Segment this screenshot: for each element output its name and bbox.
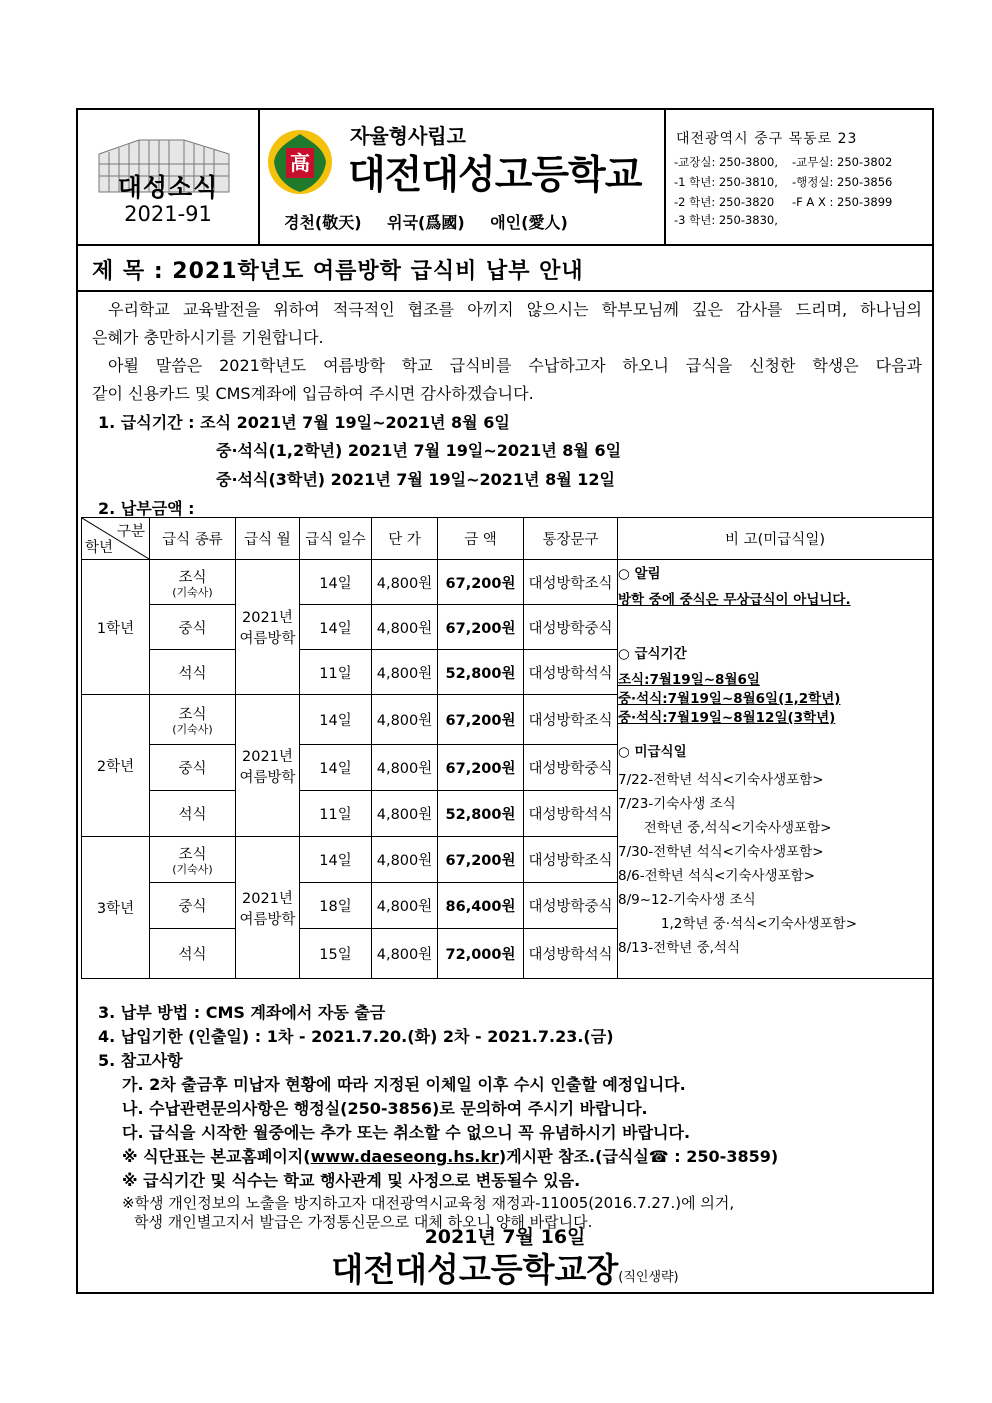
days-cell: 14일 [300, 745, 372, 791]
reference-item: 다. 급식을 시작한 월중에는 추가 또는 취소할 수 없으니 꼭 유념하시기 바랍니다. [122, 1123, 691, 1142]
header-days: 급식 일수 [300, 518, 372, 560]
month-cell: 2021년 여름방학 [236, 837, 300, 979]
privacy-note: ※학생 개인정보의 노출을 방지하고자 대전광역시교육청 재정과-11005(2016.7.27.)에 의거, [122, 1194, 735, 1212]
document-title: 제 목 : 2021학년도 여름방학 급식비 납부 안내 [92, 259, 584, 284]
missed-item: 1,2학년 중·석식<기숙사생포함> [618, 916, 858, 932]
unit-cell: 4,800원 [372, 837, 438, 883]
bank-cell: 대성방학석식 [524, 791, 618, 837]
amount-cell: 52,800원 [438, 791, 524, 837]
newsletter-name: 대성소식 [117, 173, 219, 202]
payment-deadline: 4. 납입기한 (인출일) : 1차 - 2021.7.20.(화) 2차 - 2021.7.23.(금) [98, 1027, 614, 1046]
unit-cell: 4,800원 [372, 695, 438, 745]
period-note: 중·석식:7월19일~8월12일(3학년) [618, 710, 836, 726]
reference-title: 5. 참고사항 [98, 1051, 183, 1070]
period-line: 중·석식(3학년) 2021년 7월 19일~2021년 8월 12일 [216, 470, 615, 489]
unit-cell: 4,800원 [372, 650, 438, 695]
privacy-note: 학생 개인별고지서 발급은 가정통신문으로 대체 하오니 양해 바랍니다. [134, 1213, 593, 1231]
days-cell: 14일 [300, 560, 372, 605]
notice-text: 방학 중에 중식은 무상급식이 아닙니다. [618, 592, 851, 608]
days-cell: 15일 [300, 929, 372, 979]
missed-item: 7/30-전학년 석식<기숙사생포함> [618, 844, 824, 860]
amount-cell: 52,800원 [438, 650, 524, 695]
missed-item: 7/23-기숙사생 조식 [618, 796, 736, 812]
header-month: 급식 월 [236, 518, 300, 560]
days-cell: 14일 [300, 837, 372, 883]
grade-cell: 3학년 [82, 837, 150, 979]
payment-method: 3. 납부 방법 : CMS 계좌에서 자동 출금 [98, 1003, 386, 1022]
unit-cell: 4,800원 [372, 791, 438, 837]
unit-cell: 4,800원 [372, 929, 438, 979]
document-frame [76, 108, 934, 1294]
period-line: 중·석식(1,2학년) 2021년 7월 19일~2021년 8월 6일 [216, 441, 622, 460]
bank-cell: 대성방학석식 [524, 650, 618, 695]
amount-label: 2. 납부금액 : [98, 499, 195, 518]
tel-row: -2 학년: 250-3820 -F A X : 250-3899 [674, 195, 893, 209]
homepage-link[interactable]: www.daeseong.hs.kr [310, 1147, 499, 1166]
grade-cell: 2학년 [82, 695, 150, 837]
table-header-row [82, 518, 933, 560]
days-cell: 14일 [300, 695, 372, 745]
days-cell: 18일 [300, 883, 372, 929]
bank-cell: 대성방학조식 [524, 837, 618, 883]
issue-date: 2021년 7월 16일 [424, 1226, 586, 1248]
principal-signature: 대전대성고등학교장(직인생략) [331, 1250, 679, 1289]
reference-item: 가. 2차 출금후 미납자 현황에 따라 지정된 이체일 이후 수시 인출할 예정입니다. [122, 1075, 686, 1094]
bank-cell: 대성방학중식 [524, 745, 618, 791]
menu-note: ※ 식단표는 본교홈페이지(www.daeseong.hs.kr)게시판 참조.(급식실☎ : 250-3859) [122, 1147, 779, 1166]
school-emblem-icon [266, 128, 334, 196]
notes-cell [618, 560, 933, 979]
contact-box [666, 110, 932, 244]
svg-text:高: 高 [290, 151, 310, 175]
school-address: 대전광역시 중구 목동로 23 [676, 131, 858, 147]
missed-item: 7/22-전학년 석식<기숙사생포함> [618, 772, 824, 788]
tel-row: -1 학년: 250-3810, -행정실: 250-3856 [674, 175, 893, 189]
tel-row: -교장실: 250-3800, -교무실: 250-3802 [674, 155, 893, 169]
amount-cell: 72,000원 [438, 929, 524, 979]
amount-cell: 67,200원 [438, 695, 524, 745]
kind-cell: 석식 [150, 650, 236, 695]
table-row [82, 560, 933, 605]
newsletter-number: 2021-91 [124, 202, 212, 226]
header-bank-text: 통장문구 [524, 518, 618, 560]
kind-cell: 조식 (기숙사) [150, 837, 236, 883]
bank-cell: 대성방학중식 [524, 883, 618, 929]
missed-item: 8/9~12-기숙사생 조식 [618, 892, 756, 908]
amount-cell: 86,400원 [438, 883, 524, 929]
missed-title: ○ 미급식일 [618, 744, 687, 760]
amount-cell: 67,200원 [438, 837, 524, 883]
fee-table [81, 517, 933, 979]
school-type: 자율형사립고 [350, 124, 466, 148]
bank-cell: 대성방학중식 [524, 605, 618, 650]
unit-cell: 4,800원 [372, 745, 438, 791]
unit-cell: 4,800원 [372, 605, 438, 650]
header-kind: 급식 종류 [150, 518, 236, 560]
kind-cell: 중식 [150, 883, 236, 929]
header-amount: 금 액 [438, 518, 524, 560]
school-name-box [260, 110, 666, 244]
amount-cell: 67,200원 [438, 605, 524, 650]
missed-item: 전학년 중,석식<기숙사생포함> [618, 820, 832, 836]
amount-cell: 67,200원 [438, 560, 524, 605]
period-note: 중·석식:7월19일~8월6일(1,2학년) [618, 691, 841, 707]
period-title: ○ 급식기간 [618, 646, 687, 662]
bank-cell: 대성방학석식 [524, 929, 618, 979]
reference-item: 나. 수납관련문의사항은 행정실(250-3856)로 문의하여 주시기 바랍니다. [122, 1099, 648, 1118]
bank-cell: 대성방학조식 [524, 695, 618, 745]
unit-cell: 4,800원 [372, 883, 438, 929]
tel-row: -3 학년: 250-3830, [674, 213, 778, 227]
school-name: 대전대성고등학교 [348, 153, 642, 198]
intro-line: 은혜가 충만하시기를 기원합니다. [92, 328, 324, 347]
kind-cell: 조식 (기숙사) [150, 695, 236, 745]
grade-cell: 1학년 [82, 560, 150, 695]
missed-item: 8/6-전학년 석식<기숙사생포함> [618, 868, 815, 884]
bank-cell: 대성방학조식 [524, 560, 618, 605]
intro-line: 우리학교 교육발전을 위하여 적극적인 협조를 아끼지 않으시는 학부모님께 깊은 감사를 드리며, 하나님의 [108, 300, 922, 319]
kind-cell: 중식 [150, 745, 236, 791]
kind-cell: 석식 [150, 929, 236, 979]
kind-cell: 조식 (기숙사) [150, 560, 236, 605]
kind-cell: 석식 [150, 791, 236, 837]
amount-cell: 67,200원 [438, 745, 524, 791]
newsletter-box [78, 110, 260, 244]
header-unit: 단 가 [372, 518, 438, 560]
intro-line: 같이 신용카드 및 CMS계좌에 입금하여 주시면 감사하겠습니다. [92, 384, 534, 403]
days-cell: 14일 [300, 605, 372, 650]
header-gubun-grade: 구분 학년 [82, 518, 150, 560]
missed-item: 8/13-전학년 중,석식 [618, 940, 741, 956]
period-note: 조식:7월19일~8월6일 [618, 672, 760, 688]
days-cell: 11일 [300, 650, 372, 695]
days-cell: 11일 [300, 791, 372, 837]
period-line: 1. 급식기간 : 조식 2021년 7월 19일~2021년 8월 6일 [98, 413, 510, 432]
month-cell: 2021년 여름방학 [236, 695, 300, 837]
unit-cell: 4,800원 [372, 560, 438, 605]
change-note: ※ 급식기간 및 식수는 학교 행사관계 및 사정으로 변동될수 있음. [122, 1171, 581, 1190]
month-cell: 2021년 여름방학 [236, 560, 300, 695]
header-note: 비 고(미급식일) [618, 518, 933, 560]
letterhead [78, 110, 932, 246]
notice-title: ○ 알림 [618, 566, 661, 582]
kind-cell: 중식 [150, 605, 236, 650]
title-bar [78, 246, 932, 292]
school-motto: 경천(敬天) 위국(爲國) 애인(愛人) [284, 213, 568, 232]
intro-line: 아뢸 말씀은 2021학년도 여름방학 학교 급식비를 수납하고자 하오니 급식을 신청한 학생은 다음과 [108, 356, 922, 375]
